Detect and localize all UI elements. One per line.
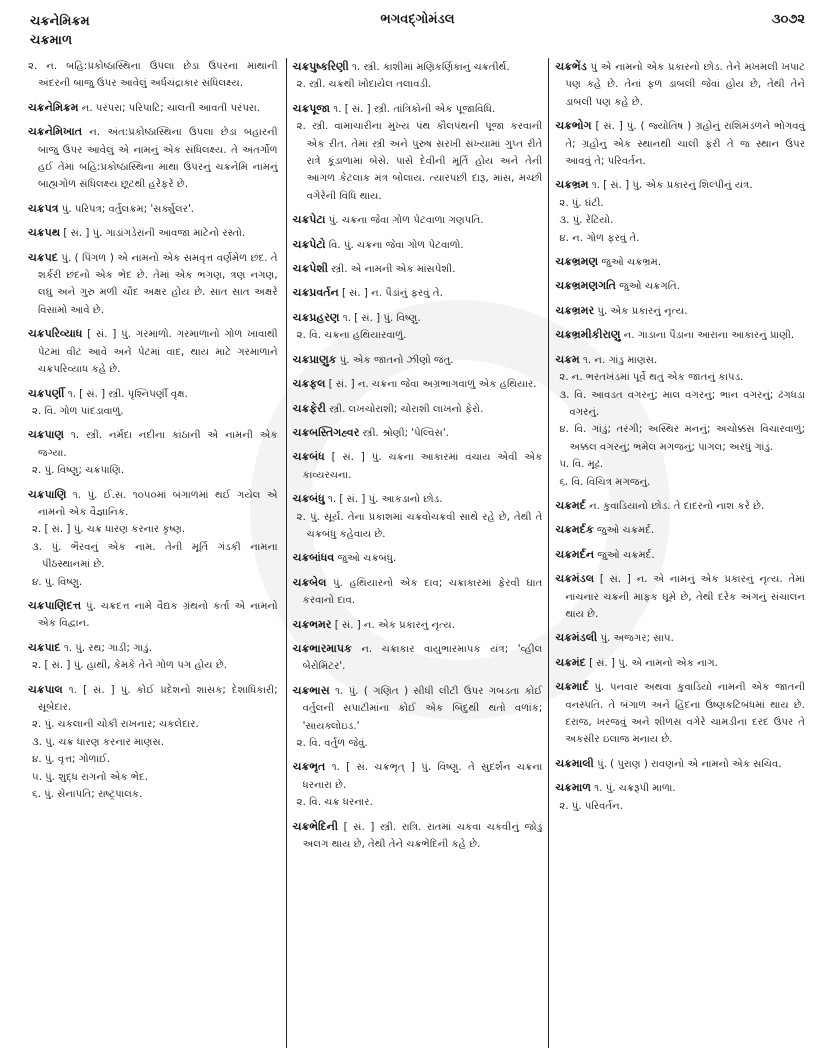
definition-text: ન. ચક્રાકાર વાયુભારમાપક યંત્ર; 'વ્હીલ બેરોમિટર'. — [302, 643, 543, 673]
entry-definition — [292, 58, 543, 76]
entry-sense: ૪. ન. ગોળ ફરવું તે. — [559, 232, 640, 244]
definition-text: [ સં. ] પું. એ નામનો એક નાગ. — [589, 657, 718, 669]
entry-sense: ૩. પું. રેંટિયો. — [559, 215, 614, 227]
dictionary-entry — [555, 117, 805, 170]
dictionary-entry — [28, 99, 278, 117]
dictionary-entry — [28, 325, 278, 378]
headword: ચક્રમંદ — [555, 655, 586, 669]
dictionary-entry — [28, 249, 278, 320]
definition-text: પું. ચક્રદત્ત નામે વૈદ્યક ગ્રંથનો કર્તા એ નામનો એક વિદ્વાન. — [38, 600, 278, 630]
entry-definition — [555, 755, 805, 773]
entry-definition — [28, 249, 278, 320]
dictionary-entry — [293, 549, 543, 567]
definition-text: ૧. [ સં. ] પું. આકડાનો છોડ. — [327, 494, 443, 506]
definition-text: [ સં. ] ન. ચક્રના જેવા અગ્રભાગવાળું એક હથિયાર. — [328, 379, 537, 391]
headword: ચક્રમાલી — [555, 756, 594, 770]
headword: ચક્રબાંધવ — [292, 551, 335, 565]
entry-sense: ૨. ન. ભરતખંડમાં પૂર્વે થતું એક જાતનું કાપડ. — [559, 372, 744, 384]
definition-text: ૧. સ્ત્રી. કાશીમાં મણિકર્ણિકાનું ચક્રતીર્થ. — [352, 62, 510, 73]
entry-definition — [555, 176, 805, 194]
dictionary-entry — [293, 400, 543, 418]
dictionary-columns — [28, 58, 811, 1048]
definition-text: જુઓ ચક્રમર્દ. — [596, 525, 655, 537]
entry-sense: ૫. પું. શુદ્ધ રાગનો એક ભેદ. — [32, 771, 148, 783]
headword: ચક્રમંડલ — [555, 572, 595, 586]
definition-text: ૧. [ સં. ] પું. વિષ્ણુ. — [342, 312, 421, 324]
guide-word-last: ચક્રમાળ — [30, 33, 73, 48]
dictionary-entry — [293, 375, 543, 393]
entry-definition — [28, 325, 278, 378]
headword: ચક્રપાલ — [28, 682, 63, 696]
definition-text: પું. અજગર; સાપ. — [600, 633, 674, 645]
definition-text: ન. ગાડાના પૈડાના આરાના આકારનું પ્રાણી. — [623, 330, 795, 342]
entry-definition — [28, 58, 278, 93]
definition-text: [ સં. ] પું. ચક્રના આકારમાં વંચાય એવી એક કાવ્યરચના. — [302, 452, 543, 481]
entry-definition — [292, 682, 543, 735]
dictionary-entry — [28, 597, 278, 633]
guide-word-first: ચક્રનેમિક્રમ — [30, 14, 90, 29]
entry-sense: ૨. વિ. ચક્રના હથિયારવાળું. — [296, 330, 407, 342]
headword: ચક્રપથ — [28, 226, 61, 240]
entry-definition — [292, 375, 543, 393]
entry-definition — [28, 486, 278, 522]
dictionary-entry — [293, 309, 543, 345]
entry-definition — [555, 326, 805, 344]
headword: ચક્રપાણિ — [28, 487, 67, 501]
dictionary-entry — [555, 176, 805, 247]
entry-definition — [292, 211, 543, 229]
dictionary-entry — [28, 385, 278, 421]
dictionary-entry — [293, 424, 543, 442]
headword: ચક્રનેમિખાત — [28, 125, 83, 139]
definition-text: [ સં. ] પું. ગરમાળો. ગરમાળાનો ગોળ ખાવાથી પેટમાં વીટ આવે અને પેટમાં વાદ, થાય માટે ગરમાળાને ચક્રપરિવ્યાધ કહે છે. — [38, 329, 278, 376]
headword: ચક્રબંધ — [292, 450, 325, 464]
headword: ચક્રપત્ર — [28, 201, 59, 215]
page-number: ૩૦૭૨ — [771, 12, 805, 27]
headword: ચક્રભમર — [292, 617, 332, 631]
dictionary-entry — [555, 546, 805, 564]
definition-text: સ્ત્રી. શ્રોણી; 'પેલ્વિસ'. — [362, 427, 449, 439]
definition-text: વિ. પું. ચક્રના જેવા ગોળ પેટવાળો. — [328, 239, 464, 251]
entry-definition — [292, 284, 543, 302]
dictionary-entry — [555, 326, 805, 344]
headword: ચક્રભ્રમીકીરાણુ — [555, 328, 621, 342]
dictionary-entry — [555, 654, 805, 672]
entry-sense: ૨. પું. સૂર્ય. તેના પ્રકાશમાં ચક્રવોચક્રવી સાથે રહે છે, તેથી તે ચક્રબંધુ કહેવાય છે. — [296, 511, 543, 540]
entry-sense: ૬. પું. સેનાપતિ; રાષ્ટ્રપાલક. — [32, 789, 143, 801]
entry-definition — [292, 549, 543, 567]
headword: ચક્રમર્દ — [555, 498, 586, 512]
headword: ચક્રપ્રહરણ — [292, 310, 340, 324]
definition-text: ૧. [ સં. ] સ્ત્રી. તાંત્રિકોની એક પૂજાવિધિ. — [333, 103, 496, 115]
dictionary-entry — [555, 351, 805, 491]
definition-text: ૧. [ સં. ચક્રભૃત્ ] પું. વિષ્ણુ. તે સુદર્શન ચક્રના ધરનારા છે. — [302, 762, 543, 791]
entry-definition — [28, 99, 278, 117]
definition-text: ૨. ન. બહિ:પ્રકોષ્ઠાસ્થિના ઉપલા છેડા ઉપરના માથાની અંદરની બાજુ ઉપર આવેલું અર્ધચંદ્રાકાર સંધિલક્ષ્ય. — [28, 61, 278, 90]
definition-text: જુઓ ચક્રમર્દ. — [597, 549, 655, 561]
entry-definition — [28, 123, 278, 194]
headword: ચક્રપાણિદત્ત — [28, 598, 82, 612]
definition-text: ૧. ન. ગાંડુ માણસ. — [582, 354, 658, 366]
headword: ચક્રપેટો — [292, 237, 326, 251]
definition-text: [ સં. ] પું. ( જ્યોતિષ ) ગ્રહોનું રાશિમંડળને ભોગવવું તે; ગ્રહોનું એક સ્થાનથી ચાલી ફરી તે જ સ્થાન ઉપર આવવું તે; પરિવર્તન. — [565, 121, 806, 168]
definition-text: ન. કુવાડિયાનો છોડ. તે દાદરનો નાશ કરે છે. — [589, 500, 765, 512]
dictionary-entry — [293, 448, 543, 484]
definition-text: પું. એક જાતનો ઝીણો જંતુ. — [339, 354, 454, 366]
definition-text: ૧. પું. ચક્રરૂપી માળા. — [594, 783, 676, 795]
entry-sense: ૩. પું. ભૈરવનું એક નામ. તેની મૂર્તિ ગંડકી નામના પીઠસ્થાનમાં છે. — [32, 541, 278, 571]
dictionary-entry — [555, 629, 805, 647]
dictionary-entry — [555, 678, 805, 749]
entry-definition — [28, 385, 278, 403]
entry-sense: ૨. [ સં. ] પું. ચક્ર ધારણ કરનાર કૃષ્ણ. — [32, 524, 186, 536]
entry-definition — [292, 640, 543, 676]
headword: ચક્રમર્દક — [555, 523, 594, 537]
definition-text: સ્ત્રી. લખચોરાશી; ચોરાશી લાખનો ફેરો. — [329, 403, 484, 415]
headword: ચક્રપદ — [28, 250, 58, 264]
definition-text: ૧. [ સં. ] પું. કોઈ પ્રદેશનો શાસક; દેશાધિકારી; સૂબેદાર. — [38, 684, 278, 713]
entry-definition — [292, 424, 543, 442]
entry-definition — [292, 236, 543, 254]
entry-sense: ૨. વિ. વર્તુળ જેવું. — [296, 738, 368, 749]
dictionary-entry — [555, 58, 805, 111]
dictionary-entry — [28, 123, 278, 194]
dictionary-entry — [293, 640, 543, 676]
headword: ચક્રપરિવ્યાધ — [28, 327, 83, 341]
headword: ચક્રભેંડ — [555, 60, 587, 73]
entry-sense: ૪. વિ. ગાંડું; તરંગી; અસ્થિર મનનું; અચોક્કસ વિચારવાળું; અક્કલ વગરનું; ભમેલ મગજનું; પાગલ; અરધું ગાંડું. — [559, 424, 806, 453]
definition-text: પું. ( પિંગળ ) એ નામનો એક સમવૃત્ત વર્ણમેળ છંદ. તે શર્કરી છંદનો એક ભેદ છે. તેમાં એક ભગણ, ત્રણ નગણ, લઘુ અને ગુરુ મળી ચૌદ અક્ષર હોય છે. સાત સાત અક્ષરે વિસામો આવે છે. — [38, 252, 278, 316]
entry-definition — [28, 426, 278, 462]
headword: ચક્રભ્રમણગતિ — [555, 279, 616, 293]
entry-definition — [555, 678, 806, 749]
dictionary-entry — [28, 486, 278, 591]
dictionary-entry — [293, 100, 543, 205]
entry-definition — [28, 200, 278, 218]
dictionary-entry — [293, 260, 543, 278]
definition-text: [ સં. ] ન. એ નામનું એક પ્રકારનું નૃત્ય. તેમાં નાચનાર ચક્રની માફક ઘૂમે છે, તેથી દરેક અંગનું સંચાલન થાય છે. — [565, 574, 806, 620]
entry-definition — [28, 597, 278, 633]
definition-text: ૧. પું. ઈ.સ. ૧૦૫૦માં બંગાળમાં થઈ ગયેલ એ નામનો એક વૈજ્ઞાનિક. — [38, 489, 278, 518]
headword: ચક્રભ્રમ — [555, 178, 589, 192]
definition-text: ન. પરંપરા; પરિપાટિ; ચાલતી આવતી પરંપરા. — [81, 102, 260, 114]
definition-text: પું. હથિયારનો એક દાવ; ચક્રાકારમાં ફેરવી ઘાત કરવાનો દાવ. — [302, 577, 543, 607]
entry-definition — [555, 654, 805, 672]
entry-definition — [555, 779, 805, 797]
entry-definition — [555, 570, 806, 623]
headword: ચક્રમાર્દ — [555, 680, 589, 694]
dictionary-entry — [293, 236, 543, 254]
headword: ચક્રભોગ — [555, 119, 592, 133]
entry-sense: ૨. પું. ઘંટી. — [559, 197, 604, 209]
entry-definition — [292, 351, 543, 369]
entry-definition — [555, 497, 805, 515]
dictionary-entry — [293, 351, 543, 369]
book-title: ભગવદ્ગોમંડલ — [380, 12, 455, 27]
headword: ચક્રનેમિક્રમ — [28, 100, 79, 114]
dictionary-entry — [555, 277, 805, 295]
entry-definition — [292, 818, 543, 854]
dictionary-entry — [293, 818, 543, 854]
headword: ચક્રપ્રવર્તન — [292, 286, 339, 300]
entry-sense: ૬. વિ. વિચિત્ર મગજનું. — [559, 476, 651, 488]
definition-text: ૧. સ્ત્રી. નર્મદા નદીના કાંઠાની એ નામની એક જગ્યા. — [38, 430, 278, 459]
dictionary-entry — [293, 211, 543, 229]
definition-text: સ્ત્રી. એ નામની એક માંસપેશી. — [331, 264, 456, 276]
entry-definition — [28, 639, 278, 657]
entry-sense: ૨. સ્ત્રી. વામાચારીના મુખ્ય પંથ કૌલપંથની પૂજા કરવાની એક રીત. તેમાં સ્ત્રી અને પુરુષ સરખી સંખ્યામાં ગુપ્ત રીતે રાત્રે કૂંડાળામાં બેસે. પાસે દેવીની મૂર્તિ હોય અને તેની આગળ કેટલાક મંત્ર બોલાય. ત્યારપછી દારૂ, માંસ, મચ્છી વગેરેની વિધિ થાય. — [296, 121, 543, 202]
definition-text: ૧. [ સં. ] સ્ત્રી. પૃશ્નિપર્ણી વૃક્ષ. — [67, 388, 188, 400]
dictionary-entry — [293, 490, 543, 543]
headword: ચક્રપ્રાણુક — [292, 352, 337, 366]
entry-sense: ૨. પું. પરિવર્તન. — [559, 800, 623, 812]
dictionary-entry — [28, 224, 278, 242]
definition-text: [ સં. ] સ્ત્રી. રાત્રિ. રાતમાં ચકવા ચકવીનું જોડું અલગ થાય છે, તેથી તેને ચક્રભેદિની કહે છે. — [302, 821, 543, 851]
dictionary-entry — [293, 758, 543, 811]
dictionary-entry — [555, 521, 805, 539]
dictionary-entry — [555, 253, 805, 271]
headword: ચક્રભૃત — [292, 760, 326, 774]
headword: ચક્રબેલ — [292, 575, 327, 589]
definition-text: પું. પરિપત્ર; વર્તુલક્રમ; 'સર્ક્યુલર'. — [61, 203, 195, 215]
entry-sense: ૨. વિ. ચક્ર ધરનાર. — [296, 797, 373, 809]
definition-text: જુઓ ચક્રગતિ. — [619, 281, 681, 293]
entry-definition — [292, 616, 543, 634]
definition-text: [ સં. ] પું. ગાડાંગડેરાંની આવજા માટેનો રસ્તો. — [63, 228, 246, 240]
dictionary-entry — [555, 570, 805, 623]
headword: ચક્રમંડલી — [555, 631, 598, 645]
dictionary-entry — [555, 497, 805, 515]
column-1 — [28, 58, 286, 1048]
entry-sense: ૨. વિ. ગોળ પાંદડાવાળું. — [32, 405, 124, 417]
dictionary-entry — [293, 284, 543, 302]
entry-sense: ૪. પું. વૃત્ત; ગોળાઈ. — [32, 754, 111, 766]
entry-definition — [292, 490, 543, 508]
entry-definition — [292, 400, 543, 418]
headword: ચક્રફેરી — [292, 401, 326, 415]
definition-text: પું. ચક્રના જેવા ગોળ પેટવાળા ગણપતિ. — [328, 215, 484, 227]
entry-definition — [555, 253, 805, 271]
entry-definition — [555, 117, 806, 170]
definition-text: પું. ( પુરાણ ) રાવણનો એ નામનો એક સચિવ. — [597, 758, 782, 770]
headword: ચક્રપાણ — [28, 428, 64, 442]
headword: ચક્રભ્રમર — [555, 303, 595, 317]
definition-text: જુઓ ચક્રભ્રમ. — [601, 257, 662, 269]
definition-text: [ સં. ] ન. એક પ્રકારનું નૃત્ય. — [334, 619, 455, 631]
headword: ચક્રપાદ — [28, 640, 61, 654]
entry-sense: ૫. વિ. મૂઢ. — [559, 459, 604, 471]
headword: ચક્રમાળ — [555, 781, 591, 795]
entry-definition — [292, 260, 543, 278]
entry-definition — [292, 100, 543, 118]
dictionary-entry — [555, 755, 805, 773]
entry-sense: ૩. પું. ચક્ર ધારણ કરનાર માણસ. — [32, 736, 165, 748]
dictionary-entry — [28, 200, 278, 218]
dictionary-entry — [555, 302, 805, 320]
entry-definition — [292, 574, 543, 610]
definition-text: ન. અંત:પ્રકોષ્ઠાસ્થિના ઉપલા છેડા બહારની બાજુ ઉપર આવેલું એ નામનું એક સંધિલક્ષ્ય. તે અંતર્ગોળ હઈ તેમાં બહિ:પ્રકોષ્ઠાસ્થિના માથા ઉપરનું ચક્રનેમિ નામનું બાહ્યગોળ સંધિલક્ષ્ય છૂટથી હરેફરે છે. — [38, 127, 278, 191]
dictionary-entry — [555, 779, 805, 815]
entry-sense: ૨. સ્ત્રી. ચક્રથી ખોદાયેલ તલાવડી. — [296, 79, 432, 91]
entry-definition — [555, 302, 805, 320]
entry-definition — [555, 546, 805, 564]
definition-text: પું એ નામનો એક પ્રકારનો છોડ. તેને મખમલી ખપાટ પણ કહે છે. તેનાં ફળ ડાબલી જેવાં હોય છે, તેથી તેને ડાબલી પણ કહે છે. — [565, 62, 806, 108]
headword: ચક્રપર્ણી — [28, 386, 65, 400]
entry-definition — [555, 521, 805, 539]
entry-definition — [292, 309, 543, 327]
headword: ચક્રમ — [555, 352, 580, 366]
entry-definition — [555, 629, 805, 647]
headword: ચક્રમર્દન — [555, 547, 595, 561]
entry-sense: ૨. પું. ચકલાની ચોકી રાખનાર; ચકલેદાર. — [32, 719, 199, 731]
headword: ચક્રપુષ્કરિણી — [292, 60, 349, 73]
page-header — [30, 12, 805, 52]
entry-sense: ૩. વિ. આવડત વગરનું; માલ વગરનું; ભાન વગરનું; ઢંગધડા વગરનું. — [559, 389, 806, 418]
headword: ચક્રભેદિની — [292, 819, 339, 833]
entry-sense: ૨. [ સં. ] પું. હાથી, કેમકે તેને ગોળ પગ હોય છે. — [32, 660, 227, 672]
definition-text: પું. એક પ્રકારનું નૃત્ય. — [597, 305, 688, 317]
entry-sense: ૨. પું. વિષ્ણુ; ચક્રપાણિ. — [32, 465, 125, 477]
dictionary-entry — [293, 682, 543, 753]
headword: ચક્રપૂજા — [292, 101, 330, 115]
headword: ચક્રભાસ — [292, 683, 330, 697]
definition-text: પું. પનવાર અથવા કુવાડિયો નામની એક જાતની વનસ્પતિ. તે બંગાળ અને હિંદના ઉષ્ણકટિબંધમાં થાય છે. દરાજ, ખરજવું અને શીળસ વગેરે ચામડીના દરદ ઉપર તે અકસીર ઇલાજ મનાય છે. — [565, 682, 806, 746]
definition-text: ૧. પું. ( ગણિત ) સીધી લીટી ઉપર ગબડતા કોઈ વર્તુલની સપાટીમાંના કોઈ એક બિંદુથી થતો વળાંક; 'સાયક્લોઇડ.' — [302, 685, 543, 732]
headword: ચક્રભ્રમણ — [555, 255, 599, 269]
entry-definition — [555, 351, 805, 369]
entry-definition — [292, 758, 543, 794]
entry-definition — [292, 448, 543, 484]
entry-sense: ૪. પું. વિષ્ણુ. — [32, 576, 83, 588]
headword: ચક્રફલ — [292, 377, 326, 391]
definition-text: ૧. પું. રથ; ગાડી; ગાડું. — [63, 642, 152, 654]
definition-text: ૧. [ સં. ] પું. એક પ્રકારનું શિલ્પીનું યંત્ર. — [591, 180, 753, 192]
dictionary-entry — [28, 426, 278, 479]
entry-definition — [28, 681, 278, 717]
column-3 — [548, 58, 811, 1048]
entry-definition — [555, 277, 805, 295]
entry-definition — [28, 224, 278, 242]
dictionary-entry — [293, 574, 543, 610]
headword: ચક્રપેશી — [292, 262, 329, 276]
definition-text: [ સં. ] ન. પૈડાંનું ફરવું તે. — [341, 288, 443, 300]
headword: ચક્રભારમાપક — [292, 641, 352, 655]
entry-definition — [555, 58, 806, 111]
headword: ચક્રબંધુ — [292, 492, 325, 506]
definition-text: જુઓ ચક્રબંધુ. — [337, 553, 397, 565]
headword: ચક્રપેટા — [292, 213, 326, 227]
dictionary-entry — [293, 58, 543, 94]
dictionary-entry — [28, 58, 278, 93]
headword: ચક્રબસ્તિગહ્વર — [292, 425, 360, 439]
dictionary-entry — [293, 616, 543, 634]
column-2 — [286, 58, 549, 1048]
dictionary-entry — [28, 639, 278, 675]
dictionary-entry — [28, 681, 278, 804]
